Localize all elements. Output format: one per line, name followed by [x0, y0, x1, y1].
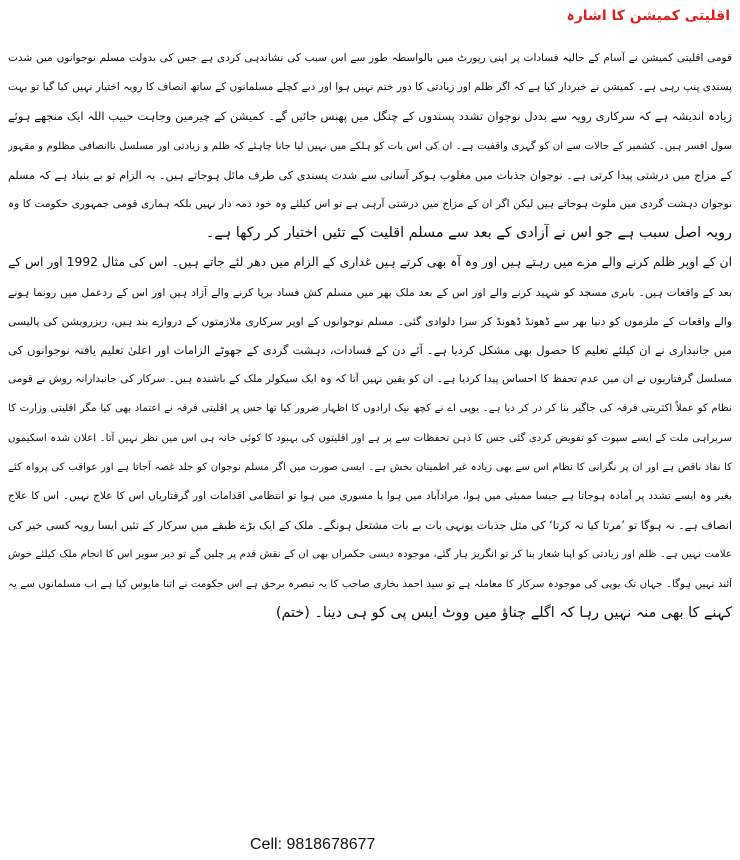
article-headline: اقلیتی کمیشن کا اشارہ: [566, 8, 730, 24]
article-paragraph: [8, 44, 732, 248]
article-line: والے واقعات کے ملزموں کو دنیا بھر سے ڈھونڈ ڈھونڈ کر سزا دلوادی گئی۔ مسلم نوجوانوں کے اوپر سرکاری ملازمتوں کے دروازے بند ہیں، ریزرویشن کی پالیسی: [8, 314, 732, 328]
article-line: قومی اقلیتی کمیشن نے آسام کے حالیہ فسادات پر اپنی رپورٹ میں بالواسطہ طور سے اس سبب کی نشاندہی کردی ہے جس کی بدولت مسلم نوجوانوں میں شدت: [8, 52, 732, 64]
contact-number: Cell: 9818678677: [250, 836, 376, 853]
article-line: کے مزاج میں درشتی پیدا کرتی ہے۔ نوجوان جذبات میں مغلوب ہوکر آسانی سے شدت پسندی کی طرف مائل ہوجاتے ہیں۔ یہ الزام تو بے بنیاد ہے کہ مسلم: [8, 168, 732, 182]
article-line: سربراہی ملت کے ایسے سپوت کو تفویض کردی گئی جس کا ذہن تحفظات سے پر ہے اور اقلیتوں کی بہبود کا کوئی خانہ ہی اس میں نظر نہیں آتا۔ اعلان شدہ اسکیموں: [8, 432, 732, 444]
article-line: نوجوان دہشت گردی میں ملوث ہوجاتے ہیں لیکن اگر ان کے مزاج میں درشتی آرہی ہے تو اس کیلئے وہ خود ذمہ دار نہیں بلکہ ہماری قومی جمہوری حکومت کا وہ: [8, 198, 732, 211]
article-line: زیادہ اندیشہ ہے کہ سرکاری رویہ سے بددل نوجوان تشدد پسندوں کے چنگل میں پھنس جائیں گے۔ کمیشن کے چیرمین وجاہت حبیب اللہ ایک منجھے ہوئے: [8, 109, 732, 124]
article-line: آئند نہیں ہوگا۔ جہاں تک یوپی کی موجودہ سرکار کا معاملہ ہے تو سید احمد بخاری صاحب کا یہ تبصرہ برحق ہے اس حکومت نے اتنا مایوس کیا ہے اب مسلمانوں سے یہ: [8, 578, 732, 590]
article-line: بعد کے واقعات ہیں۔ بابری مسجد کو شہید کرنے والے اور اس کے بعد ملک بھر میں مسلم کش فساد برپا کرنے والے آزاد ہیں اور اس کے ردعمل میں رونما ہونے: [8, 285, 732, 299]
article-line: ان کے اوپر ظلم کرنے والے مزے میں رہتے ہیں اور وہ آہ بھی کرتے ہیں غداری کے الزام میں دھر لئے جاتے ہیں۔ اس کی مثال 1992 اور اس کے: [8, 255, 732, 270]
article-line: علامت نہیں ہے۔ ظلم اور زیادتی کو اپنا شعار بنا کر تو انگریز ہار گئے، موجودہ دیسی حکمراں بھی ان کے نقش قدم پر چلیں گے تو دیر سویر اس کا انجام ملک کیلئے خوش: [8, 549, 732, 561]
article-line: رویہ اصل سبب ہے جو اس نے آزادی کے بعد سے مسلم اقلیت کے تئیں اختیار کر رکھا ہے۔: [205, 225, 732, 242]
article-line: سول افسر ہیں۔ کشمیر کے حالات سے ان کو گہری واقفیت ہے۔ ان کی اس بات کو ہلکے میں نہیں لیا جانا چاہئے کہ ظلم و زیادتی اور مسلسل ناانصافی مظلوم و مقہور: [8, 140, 732, 152]
article-line: کہنے کا بھی منہ نہیں رہا کہ اگلے چناؤ میں ووٹ ایس پی کو ہی دینا۔ (ختم): [275, 604, 732, 621]
article-body: [8, 44, 732, 628]
article-line: نظام کو عملاً اکثریتی فرقہ کی جاگیر بنا کر در کر دیا ہے۔ یوپی اے نے کچھ نیک ارادوں کا اظہار ضرور کیا تھا جس پر اقلیتی فرقہ نے اعتماد بھی کیا مگر اقلیتی وزارت کا: [8, 403, 732, 415]
article-line: بغیر وہ ایسے تشدد پر آمادہ ہوجاتا ہے جیسا ممبئی میں ہوا، مرادآباد میں ہوا یا مسوری میں ہوا تو انتظامی اقدامات اور گرفتاریاں اس کا علاج نہیں۔ اس کا علاج: [8, 490, 732, 503]
article-line: میں جانبداری نے ان کیلئے تعلیم کا حصول بھی مشکل کردیا ہے۔ آئے دن کے فسادات، دہشت گردی کے جھوٹے الزامات اور اعلیٰ تعلیم یافتہ نوجوانوں کی: [8, 343, 732, 358]
article-line: کا نفاذ ناقص ہے اور ان پر نگرانی کا نظام اس سے بھی زیادہ غیر اطمینان بخش ہے۔ ایسی صورت میں اگر مسلم نوجوان کو جلد غصہ آجاتا ہے اور عواقب کی پرواہ کئے: [8, 461, 732, 473]
article-line: پسندی پنپ رہی ہے۔ کمیشن نے خبردار کیا ہے کہ اگر ظلم اور زیادتی کا دور ختم نہیں ہوا اور دبے کچلے مسلمانوں کے ساتھ انصاف کا رویہ اختیار نہیں کیا گیا تو بہت: [8, 81, 732, 94]
article-line: انصاف ہے۔ نہ ہوگا تو ’مرتا کیا نہ کرتا‘ کی مثل جذبات یونہی بات بے بات مشتعل ہونگے۔ ملک کے ایک بڑے طبقے میں سرکار کے تئیں ایسا رویہ کسی خیر کی: [8, 519, 732, 533]
article-paragraph: [8, 248, 732, 628]
article-line: مسلسل گرفتاریوں نے ان میں عدم تحفظ کا احساس پیدا کردیا ہے۔ ان کو یقین نہیں آتا کہ وہ ایک سیکولر ملک کے باشندہ ہیں۔ سرکار کی جانبدارانہ روش نے قومی: [8, 373, 732, 386]
